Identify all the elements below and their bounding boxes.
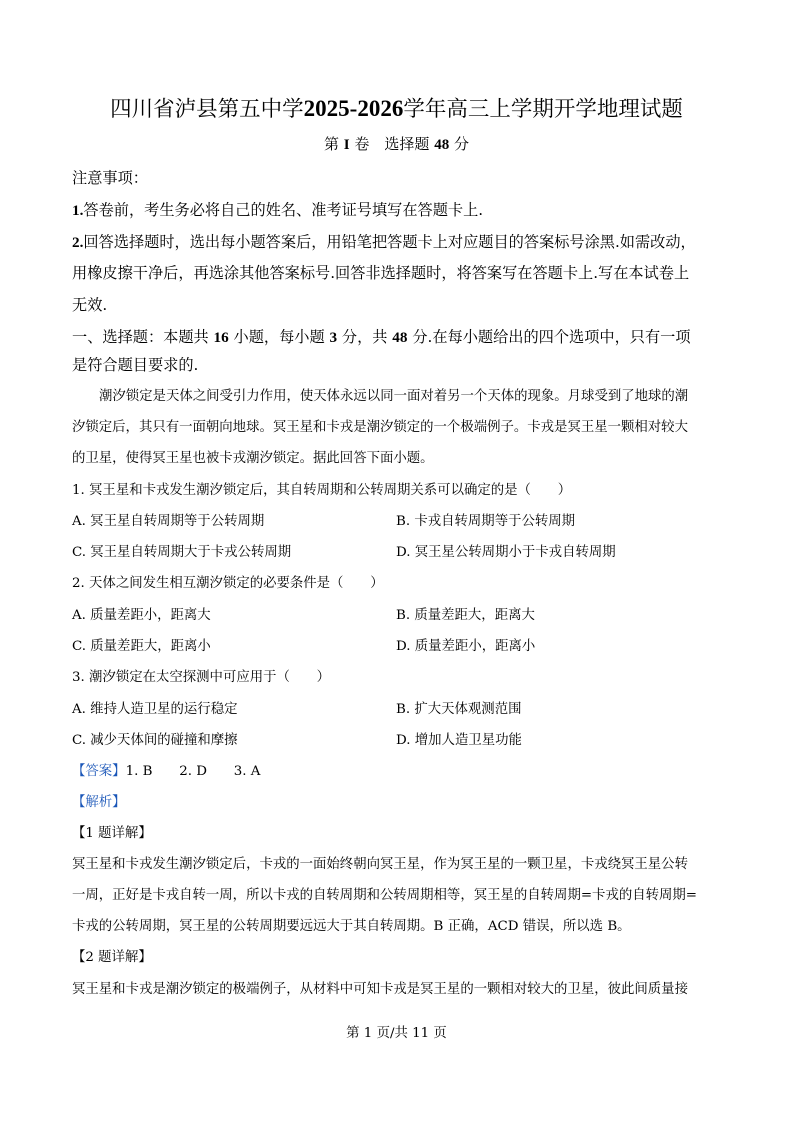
notice-item-2-line-3: 无效. [72,296,108,314]
answer-line [72,762,260,782]
detail-2-label: 【2 题详解】 [72,950,152,965]
question-3-option-a: A. 维持人造卫星的运行稳定 [72,702,238,717]
question-2-option-c: C. 质量差距大，距离小 [72,639,211,654]
detail-1-line-3: 卡戎的公转周期，冥王星的公转周期要远远大于其自转周期。B 正确，ACD 错误，所以选 B。 [72,919,631,934]
notice-item-1: 1.答卷前，考生务必将自己的姓名、准考证号填写在答题卡上. [72,201,484,219]
section-instruction-line-2: 是符合题目要求的. [72,356,199,374]
question-2-stem: 2. 天体之间发生相互潮汐锁定的必要条件是（ ） [72,576,384,591]
material-line-1: 潮汐锁定是天体之间受引力作用，使天体永远以同一面对着另一个天体的现象。月球受到了地球的潮 [99,389,689,404]
exam-title: 四川省泸县第五中学2025-2026学年高三上学期开学地理试题 [110,96,683,122]
question-1-option-b: B. 卡戎自转周期等于公转周期 [396,514,576,529]
answer-text: 1. B 2. D 3. A [125,764,261,779]
question-1-stem: 1. 冥王星和卡戎发生潮汐锁定后，其自转周期和公转周期关系可以确定的是（ ） [72,483,572,498]
question-1-option-c: C. 冥王星自转周期大于卡戎公转周期 [72,545,292,560]
material-line-2: 汐锁定后，其只有一面朝向地球。冥王星和卡戎是潮汐锁定的一个极端例子。卡戎是冥王星一颗相对较大 [72,420,688,435]
question-3-option-d: D. 增加人造卫星功能 [396,733,522,748]
material-line-3: 的卫星，使得冥王星也被卡戎潮汐锁定。据此回答下面小题。 [72,451,434,466]
question-3-option-b: B. 扩大天体观测范围 [396,702,522,717]
question-3-stem: 3. 潮汐锁定在太空探测中可应用于（ ） [72,670,331,685]
question-2-option-a: A. 质量差距小，距离大 [72,608,211,623]
notice-item-2-line-1: 2.回答选择题时，选出每小题答案后，用铅笔把答题卡上对应题目的答案标号涂黑.如需改动， [72,233,696,251]
question-2-option-b: B. 质量差距大，距离大 [396,608,535,623]
question-1-option-a: A. 冥王星自转周期等于公转周期 [72,514,265,529]
question-3-option-c: C. 减少天体间的碰撞和摩擦 [72,733,238,748]
detail-1-line-1: 冥王星和卡戎发生潮汐锁定后，卡戎的一面始终朝向冥王星，作为冥王星的一颗卫星，卡戎绕冥王星公转 [72,857,688,872]
detail-2-line-1: 冥王星和卡戎是潮汐锁定的极端例子，从材料中可知卡戎是冥王星的一颗相对较大的卫星，彼此间质量接 [72,982,688,997]
section-subtitle: 第 I 卷 选择题 48 分 [323,135,469,153]
question-1-option-d: D. 冥王星公转周期小于卡戎自转周期 [396,545,616,560]
notice-item-2-line-2: 用橡皮擦干净后，再选涂其他答案标号.回答非选择题时，将答案写在答题卡上.写在本试卷上 [72,264,690,282]
answer-label: 【答案】 [72,764,126,779]
notice-heading: 注意事项： [72,169,148,187]
detail-1-line-2: 一周，正好是卡戎自转一周，所以卡戎的自转周期和公转周期相等，冥王星的自转周期=卡戎的自转周期= [72,888,698,903]
analysis-label: 【解析】 [72,795,126,810]
detail-1-label: 【1 题详解】 [72,826,152,841]
section-instruction-line-1: 一、选择题：本题共 16 小题，每小题 3 分，共 48 分.在每小题给出的四个选项中，只有一项 [72,328,691,346]
page-footer: 第 1 页/共 11 页 [346,1026,447,1041]
question-2-option-d: D. 质量差距小，距离小 [396,639,536,654]
